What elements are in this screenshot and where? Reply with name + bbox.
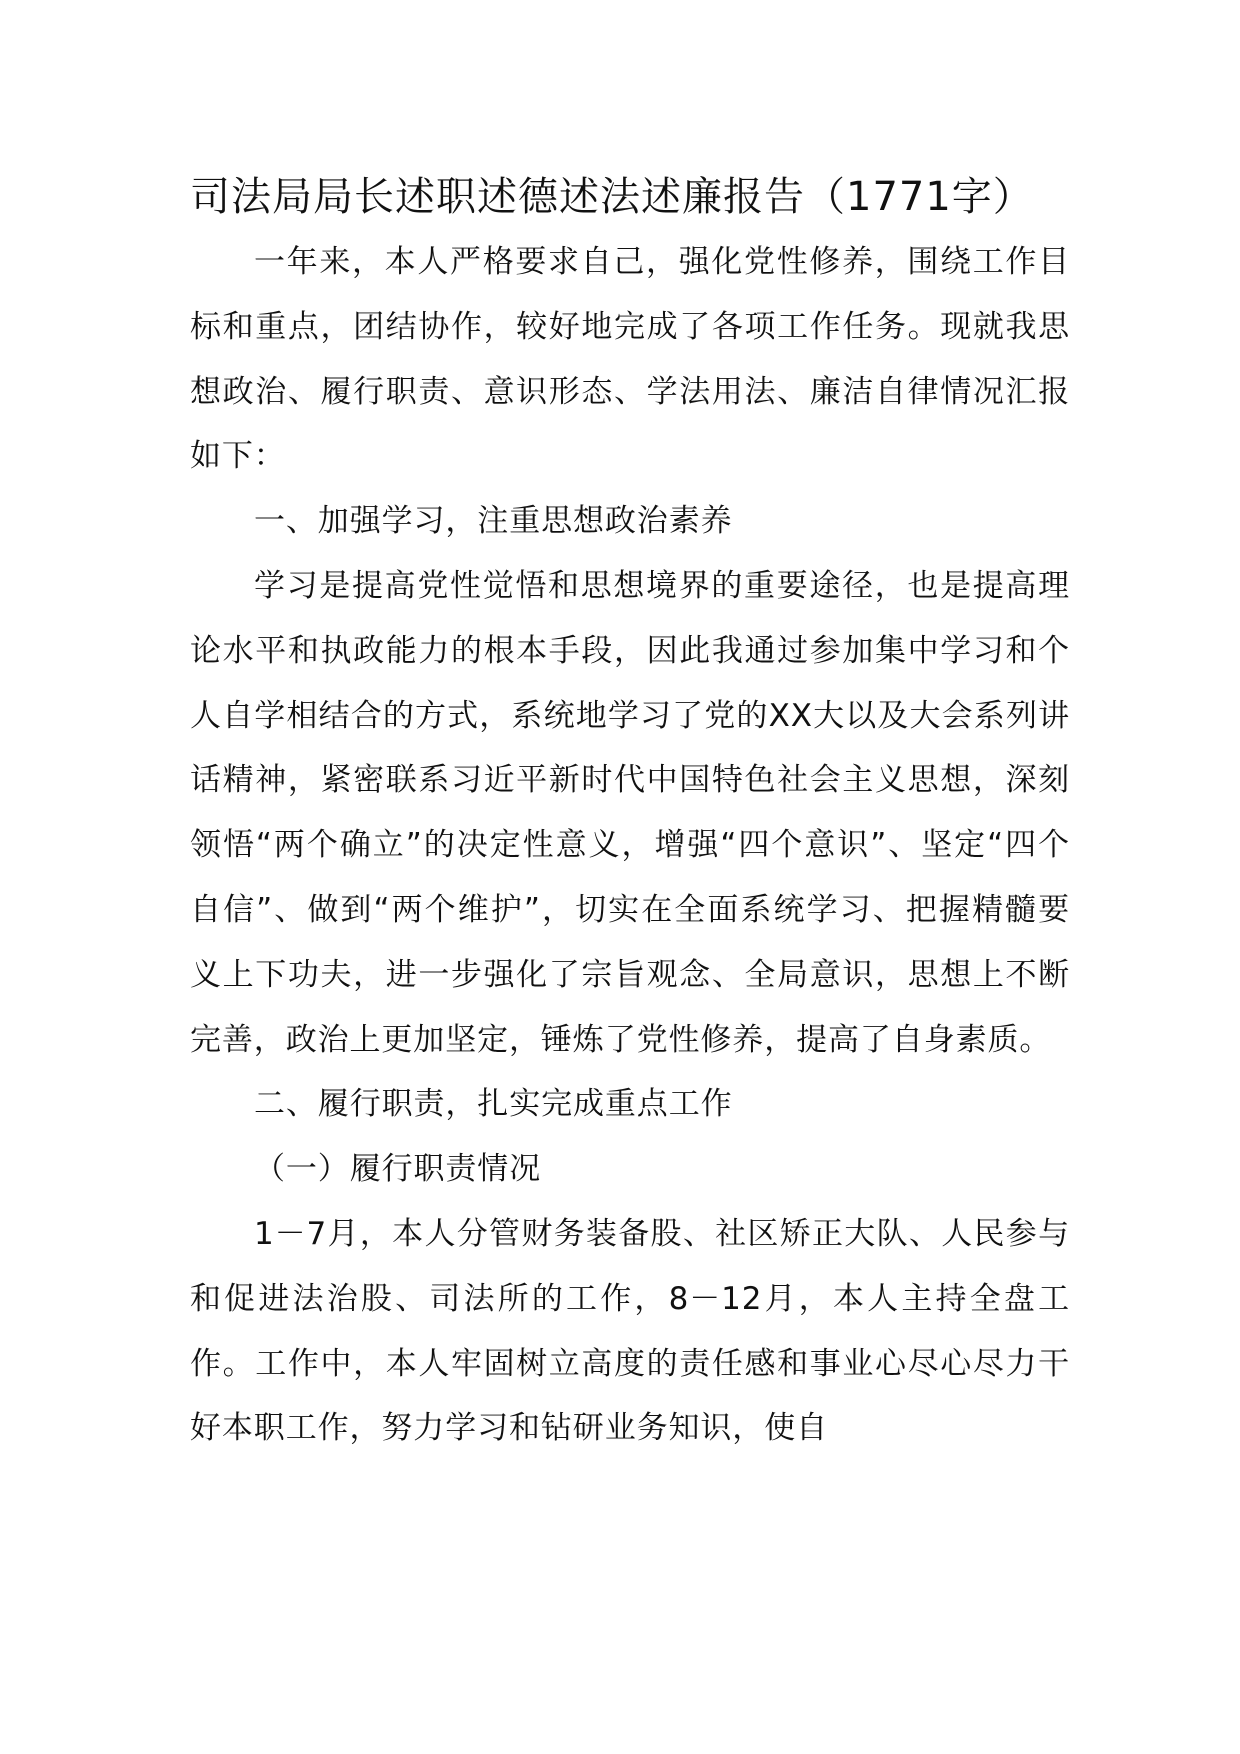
- subsection-heading-2-1: （一）履行职责情况: [254, 1151, 542, 1188]
- section-1-paragraph: 学习是提高党性觉悟和思想境界的重要途径，也是提高理论水平和执政能力的根本手段，因此我通过参加集中学习和个人自学相结合的方式，系统地学习了党的XX大以及大会系列讲话精神，紧密联系习近平新时代中国特色社会主义思想，深刻领悟“两个确立”的决定性意义，增强“四个意识”、坚定“四个自信”、做到“两个维护”，切实在全面系统学习、把握精髓要义上下功夫，进一步强化了宗旨观念、全局意识，思想上不断完善，政治上更加坚定，锤炼了党性修养，提高了自身素质。: [190, 567, 1070, 1058]
- subsection-2-1-paragraph: 1－7月，本人分管财务装备股、社区矫正大队、人民参与和促进法治股、司法所的工作，8－12月，本人主持全盘工作。工作中，本人牢固树立高度的责任感和事业心尽心尽力干好本职工作，努力学习和钻研业务知识，使自: [190, 1215, 1070, 1447]
- section-heading-1: 一、加强学习，注重思想政治素养: [254, 503, 733, 540]
- document-body: [190, 168, 1070, 1461]
- intro-paragraph: 一年来，本人严格要求自己，强化党性修养，围绕工作目标和重点，团结协作，较好地完成了各项工作任务。现就我思想政治、履行职责、意识形态、学法用法、廉洁自律情况汇报如下：: [190, 244, 1070, 475]
- document-title: 司法局局长述职述德述法述廉报告（1771字）: [190, 174, 1034, 220]
- section-heading-2: 二、履行职责，扎实完成重点工作: [254, 1086, 733, 1123]
